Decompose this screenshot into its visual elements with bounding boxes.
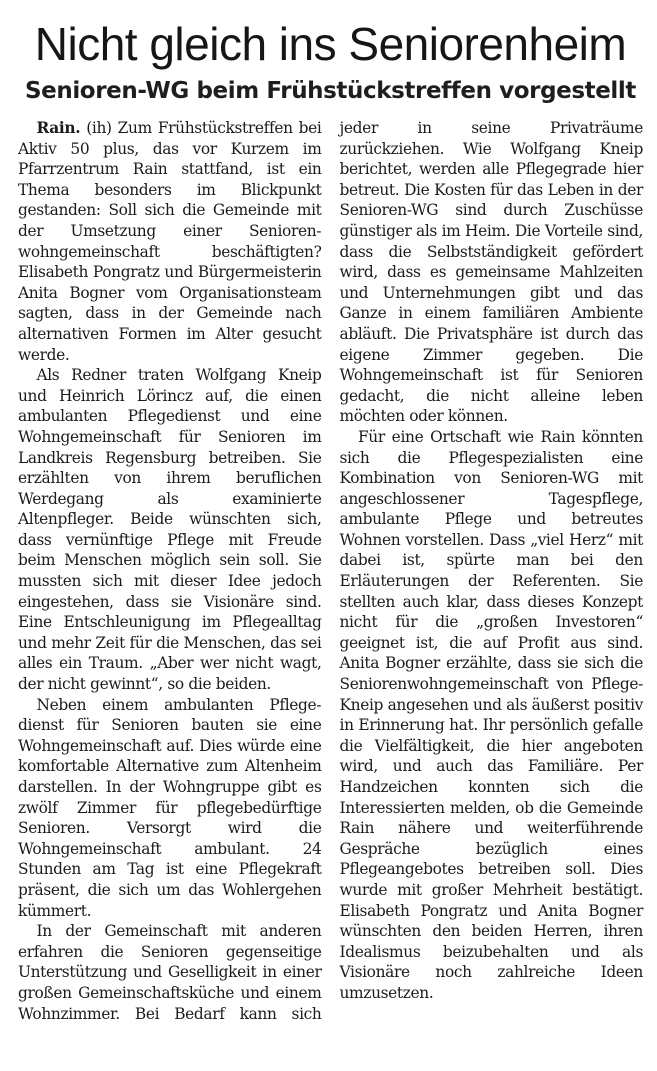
article-body <box>18 118 643 1038</box>
paragraph-4: In der Gemeinschaft mit anderen erfahren die Senioren gegenseitige Unterstützung und Geselligkeit in einer großen Gemeinschaftsküche und einem Wohnzimmer. Bei Bedarf kann sich jeder in seine Privaträume zurückziehen. Wie Wolfgang Kneip berichtet, werden alle Pflegegrade hier betreut. Die Kosten für das Leben in der Senioren-WG sind durch Zuschüsse günstiger als im Heim. Die Vorteile sind, dass die Selbstständigkeit gefördert wird, dass es gemeinsame Mahlzeiten und Unternehmungen gibt und das Ganze in einem familiären Ambiente abläuft. Die Privatsphäre ist durch das eigene Zimmer gegeben. Die Wohngemeinschaft ist für Senioren gedacht, die nicht alleine leben möchten oder können. <box>18 119 643 1023</box>
subheadline: Senioren-WG beim Frühstückstreffen vorgestellt <box>24 78 636 104</box>
paragraph-5: Für eine Ortschaft wie Rain könnten sich die Pflegespezialisten eine Kombination von Senioren-WG mit angeschlossener Tagespflege, ambulante Pflege und betreutes Wohnen vorstellen. Dass „viel Herz“ mit dabei ist, spürte man bei den Erläuterungen der Referenten. Sie stellten auch klar, dass dieses Konzept nicht für die „großen Investoren“ geeignet ist, die auf Profit aus sind. Anita Bogner erzählte, dass sie sich die Seniorenwohngemeinschaft von Pflege-Kneip angesehen und als äußerst positiv in Erinnerung hat. Ihr persönlich gefalle die Vielfältigkeit, die hier angeboten wird, und auch das Familiäre. Per Handzeichen konnten sich die Interessierten melden, ob die Gemeinde Rain nähere und weiterführende Gespräche bezüglich eines Pflegeangebotes betreiben soll. Dies wurde mit großer Mehrheit bestätigt. Elisabeth Pongratz und Anita Bogner wünschten den beiden Herren, ihren Idealismus beizubehalten und als Visionäre noch zahlreiche Ideen umzusetzen. <box>339 427 643 1002</box>
headline: Nicht gleich ins Seniorenheim <box>34 18 627 70</box>
paragraph-1-text: (ih) Zum Frühstückstreffen bei Aktiv 50 plus, das vor Kurzem im Pfarrzentrum Rain stattfand, ist ein Thema besonders im Blickpunkt gestanden: Soll sich die Gemeinde mit der Umsetzung einer Seniorenwohngemeinschaft beschäftigten? Elisabeth Pongratz und Bürgermeisterin Anita Bogner vom Organisationsteam sagten, dass in der Gemeinde nach alternativen Formen im Alter gesucht werde. <box>18 119 322 364</box>
paragraph-2: Als Redner traten Wolfgang Kneip und Heinrich Lörincz auf, die einen ambulanten Pflegedienst und eine Wohngemeinschaft für Senioren im Landkreis Regensburg betreiben. Sie erzählten von ihrem beruflichen Werdegang als examinierte Altenpfleger. Beide wünschten sich, dass vernünftige Pflege mit Freude beim Menschen möglich sein soll. Sie mussten sich mit dieser Idee jedoch eingestehen, dass sie Visionäre sind. Eine Entschleunigung im Pflegealltag und mehr Zeit für die Menschen, das sei alles ein Traum. „Aber wer nicht wagt, der nicht gewinnt“, so die beiden. <box>18 366 322 694</box>
paragraph-1 <box>18 118 322 365</box>
paragraph-3: Neben einem ambulanten Pflegedienst für Senioren bauten sie eine Wohngemeinschaft auf. Dies würde eine komfortable Alternative zum Altenheim darstellen. In der Wohngruppe gibt es zwölf Zimmer für pflegebedürftige Senioren. Versorgt wird die Wohngemeinschaft ambulant. 24 Stunden am Tag ist eine Pflegekraft präsent, die sich um das Wohlergehen kümmert. <box>18 695 322 920</box>
dateline: Rain. <box>36 119 81 137</box>
